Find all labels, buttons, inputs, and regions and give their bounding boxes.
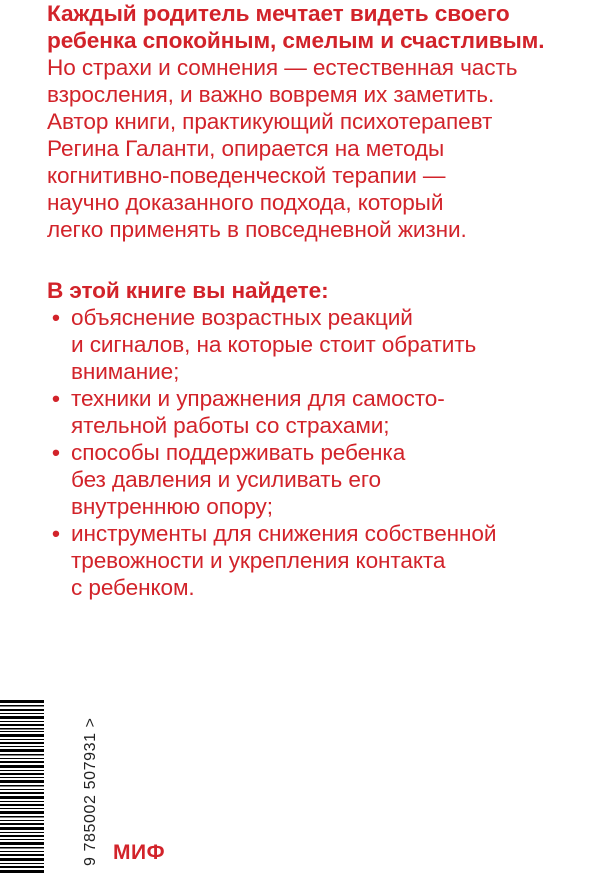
- list-item-line: внимание;: [71, 359, 180, 384]
- list-item-line: ятельной работы со страхами;: [71, 413, 390, 438]
- intro-paragraph-line: Регина Галанти, опирается на методы: [47, 136, 445, 161]
- list-item-line: без давления и усиливать его: [71, 467, 381, 492]
- bullet-icon: •: [52, 440, 60, 465]
- intro-lead-line: Каждый родитель мечтает видеть своего: [47, 1, 510, 26]
- list-item-line: техники и упражнения для самосто-: [71, 386, 445, 411]
- publisher-logo: МИФ: [113, 841, 166, 864]
- intro-paragraph-line: Автор книги, практикующий психотерапевт: [47, 109, 493, 134]
- list-item: [47, 439, 607, 520]
- benefits-list: [47, 304, 607, 601]
- list-item-line: с ребенком.: [71, 575, 195, 600]
- list-item-line: объяснение возрастных реакций: [71, 305, 413, 330]
- intro-paragraph-line: когнитивно-поведенческой терапии —: [47, 163, 446, 188]
- bullet-icon: •: [52, 386, 60, 411]
- intro-paragraph: [47, 54, 607, 243]
- list-item-line: тревожности и укрепления контакта: [71, 548, 446, 573]
- list-item-line: внутреннюю опору;: [71, 494, 273, 519]
- bullet-icon: •: [52, 521, 60, 546]
- intro-paragraph-line: научно доказанного подхода, который: [47, 190, 444, 215]
- intro-lead-line: ребенка спокойным, смелым и счастливым.: [47, 28, 545, 53]
- list-item: [47, 385, 607, 439]
- barcode-bars: [0, 700, 44, 873]
- list-item: [47, 304, 607, 385]
- isbn-barcode: [0, 700, 44, 873]
- section-heading: В этой книге вы найдете:: [47, 278, 329, 303]
- intro-paragraph-line: Но страхи и сомнения — естественная часть: [47, 55, 518, 80]
- list-item-line: способы поддерживать ребенка: [71, 440, 406, 465]
- bullet-icon: •: [52, 305, 60, 330]
- list-item: [47, 520, 607, 601]
- list-item-line: инструменты для снижения собственной: [71, 521, 497, 546]
- intro-paragraph-line: взросления, и важно вовремя их заметить.: [47, 82, 495, 107]
- list-item-line: и сигналов, на которые стоит обратить: [71, 332, 477, 357]
- intro-paragraph-line: легко применять в повседневной жизни.: [47, 217, 467, 242]
- isbn-digits: 9 785002 507931 >: [82, 717, 99, 866]
- cover-text-block: [47, 0, 607, 601]
- intro-lead: [47, 0, 607, 54]
